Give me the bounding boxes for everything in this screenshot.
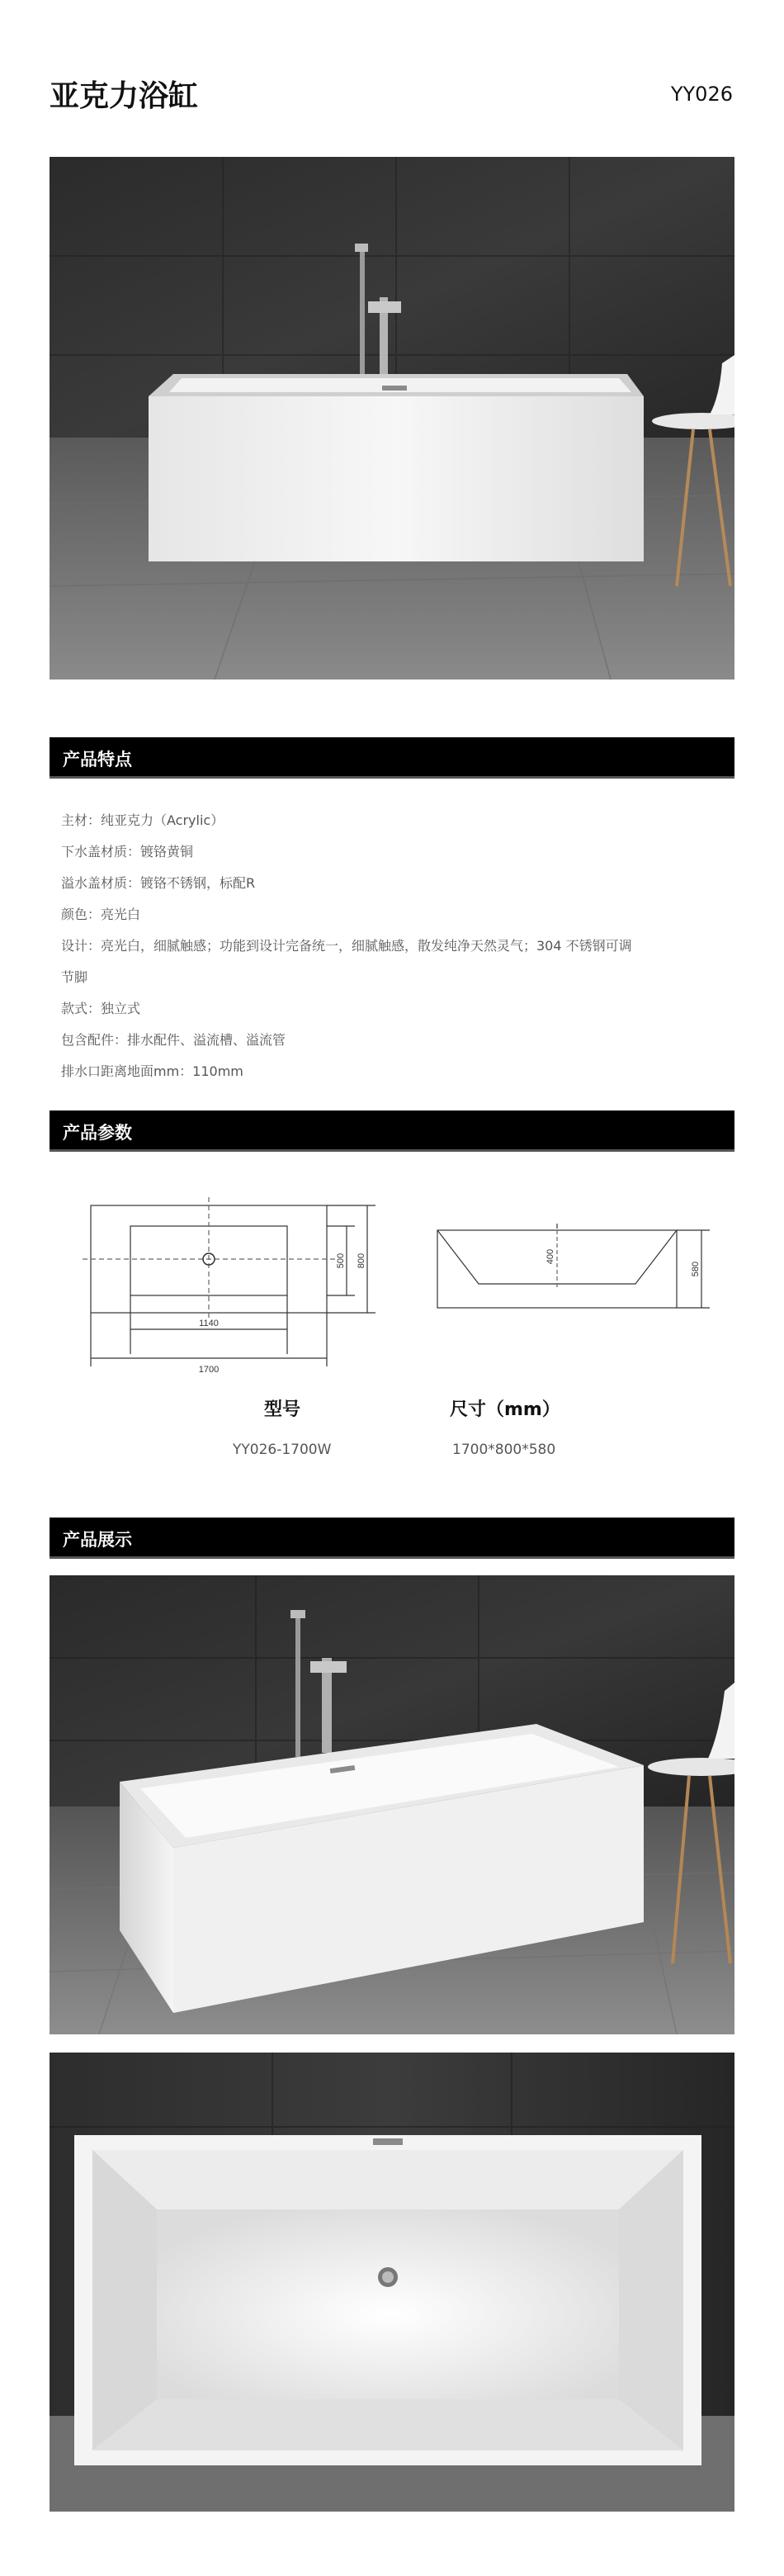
- feature-item: 下水盖材质：镀铬黄铜: [61, 844, 194, 859]
- feature-item: 溢水盖材质：镀铬不锈钢，标配R: [61, 875, 256, 891]
- dim-outer-height: 580: [691, 1261, 701, 1277]
- spec-value-size: 1700*800*580: [452, 1442, 556, 1458]
- feature-item: 设计：亮光白，细腻触感；功能到设计完备统一，细腻触感，散发纯净天然灵气；304 不锈钢可调: [61, 938, 632, 954]
- dim-inner-width: 500: [336, 1252, 346, 1269]
- dim-inner-length: 1140: [199, 1319, 219, 1328]
- section-title-display: 产品展示: [63, 1530, 132, 1550]
- spec-header-size: 尺寸（mm）: [450, 1399, 560, 1420]
- feature-item: 节脚: [61, 969, 88, 985]
- section-bar-params: [50, 1110, 734, 1152]
- section-bar-features: [50, 737, 734, 779]
- section-title-params: 产品参数: [63, 1123, 132, 1143]
- technical-drawing: [50, 1181, 734, 1379]
- model-code: YY026: [670, 83, 733, 106]
- spec-value-model: YY026-1700W: [233, 1442, 332, 1458]
- display-photo-angled: [50, 1575, 734, 2034]
- feature-item: 颜色：亮光白: [61, 907, 141, 922]
- side-view-outline: [437, 1230, 677, 1308]
- feature-item: 包含配件：排水配件、溢流槽、溢流管: [61, 1032, 286, 1048]
- page-title: 亚克力浴缸: [50, 79, 199, 113]
- feature-list: [61, 805, 721, 1087]
- spec-header-model: 型号: [264, 1399, 301, 1420]
- feature-item: 排水口距离地面mm：110mm: [61, 1063, 243, 1079]
- section-title-features: 产品特点: [63, 750, 132, 769]
- hero-product-photo: [50, 157, 734, 680]
- feature-item: 款式：独立式: [61, 1001, 141, 1016]
- section-bar-display: [50, 1518, 734, 1559]
- display-photo-topdown: [50, 2053, 734, 2512]
- dim-outer-length: 1700: [198, 1365, 220, 1375]
- top-view-inner: [130, 1226, 287, 1295]
- dim-inner-depth: 400: [545, 1248, 555, 1265]
- dim-outer-width: 800: [357, 1252, 366, 1269]
- feature-item: 主材：纯亚克力（Acrylic）: [61, 812, 224, 828]
